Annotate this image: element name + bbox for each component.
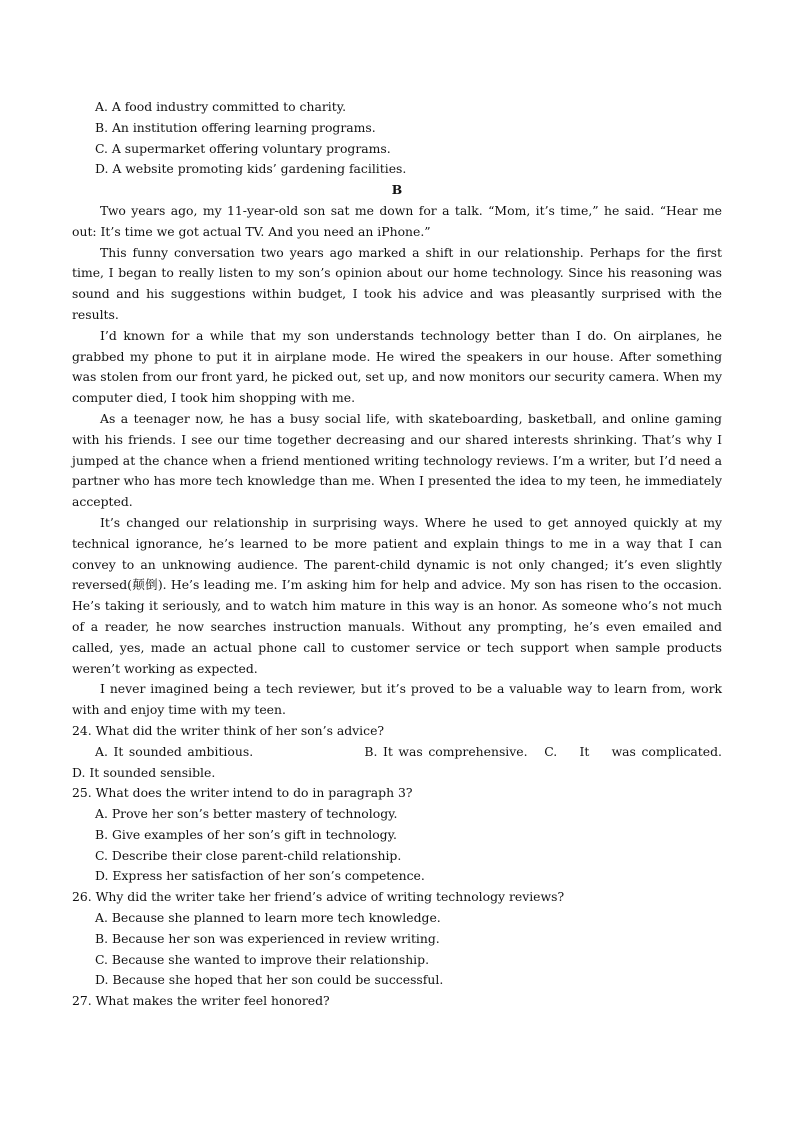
question-stem: 27. What makes the writer feel honored? — [72, 993, 330, 1009]
paragraph-3: I’d known for a while that my son understands technology better than I do. On airplanes, he grabbed my phone to put it in airplane mode. He wired the speakers in our house. After something was stolen from our front yard, he picked out, set up, and now monitors our security camera. When my computer died, I took him shopping with me. — [72, 327, 722, 406]
question-stem: 24. What did the writer think of her son’s advice? — [72, 722, 385, 738]
reading-passage — [72, 201, 722, 721]
question-options-inline: A. It sounded ambitious. B. It was comprehensive. C. It was complicated. D. It sounded sensible. — [72, 743, 778, 780]
paragraph-5: It’s changed our relationship in surprising ways. Where he used to get annoyed quickly at my technical ignorance, he’s learned to be more patient and explain things to me in a way that I can convey to an unknowing audience. The parent-child dynamic is not only changed; it’s even slightly reversed(颠倒). He’s leading me. I’m asking him for help and advice. My son has risen to the occasion. He’s taking it seriously, and to watch him mature in this way is an honor. As someone who’s not much of a reader, he now searches instruction manuals. Without any prompting, he’s even emailed and called, yes, made an actual phone call to customer service or tech support when sample products weren’t working as expected. — [72, 514, 722, 676]
option-a: A. Because she planned to learn more tech knowledge. — [95, 910, 441, 926]
section-label: B — [391, 182, 403, 198]
paragraph-6: I never imagined being a tech reviewer, but it’s proved to be a valuable way to learn from, work with and enjoy time with my teen. — [72, 681, 722, 718]
option-d: D. A website promoting kids’ gardening facilities. — [95, 161, 407, 177]
question-24 — [72, 721, 778, 783]
option-a: A. Prove her son’s better mastery of technology. — [95, 806, 398, 822]
option-b: B. Give examples of her son’s gift in technology. — [95, 826, 397, 842]
document-page — [72, 97, 778, 1012]
question-stem: 26. Why did the writer take her friend’s advice of writing technology reviews? — [72, 889, 565, 905]
question-27 — [72, 991, 722, 1012]
question-26 — [72, 887, 722, 991]
paragraph-1: Two years ago, my 11-year-old son sat me down for a talk. “Mom, it’s time,” he said. “Hear me out: It’s time we got actual TV. And you need an iPhone.” — [72, 202, 722, 239]
paragraph-4: As a teenager now, he has a busy social life, with skateboarding, basketball, and online gaming with his friends. I see our time together decreasing and our shared interests shrinking. That’s why I jumped at the chance when a friend mentioned writing technology reviews. I’m a writer, but I’d need a partner who has more tech knowledge than me. When I presented the idea to my teen, he immediately accepted. — [72, 410, 722, 510]
paragraph-2: This funny conversation two years ago marked a shift in our relationship. Perhaps for the first time, I began to really listen to my son’s opinion about our home technology. Since his reasoning was sound and his suggestions within budget, I took his advice and was pleasantly surprised with the results. — [72, 244, 722, 322]
question-25 — [72, 783, 722, 887]
option-a: A. A food industry committed to charity. — [95, 99, 347, 114]
option-d: D. Because she hoped that her son could be successful. — [95, 972, 444, 988]
option-d: D. Express her satisfaction of her son’s competence. — [95, 868, 425, 884]
option-c: C. Describe their close parent-child relationship. — [95, 847, 402, 863]
option-b: B. Because her son was experienced in review writing. — [95, 930, 440, 946]
option-c: C. Because she wanted to improve their relationship. — [95, 951, 430, 967]
question-stem: 25. What does the writer intend to do in paragraph 3? — [72, 785, 413, 801]
option-c: C. A supermarket offering voluntary programs. — [95, 140, 391, 156]
option-b: B. An institution offering learning programs. — [95, 119, 376, 135]
previous-question-options — [72, 97, 722, 180]
